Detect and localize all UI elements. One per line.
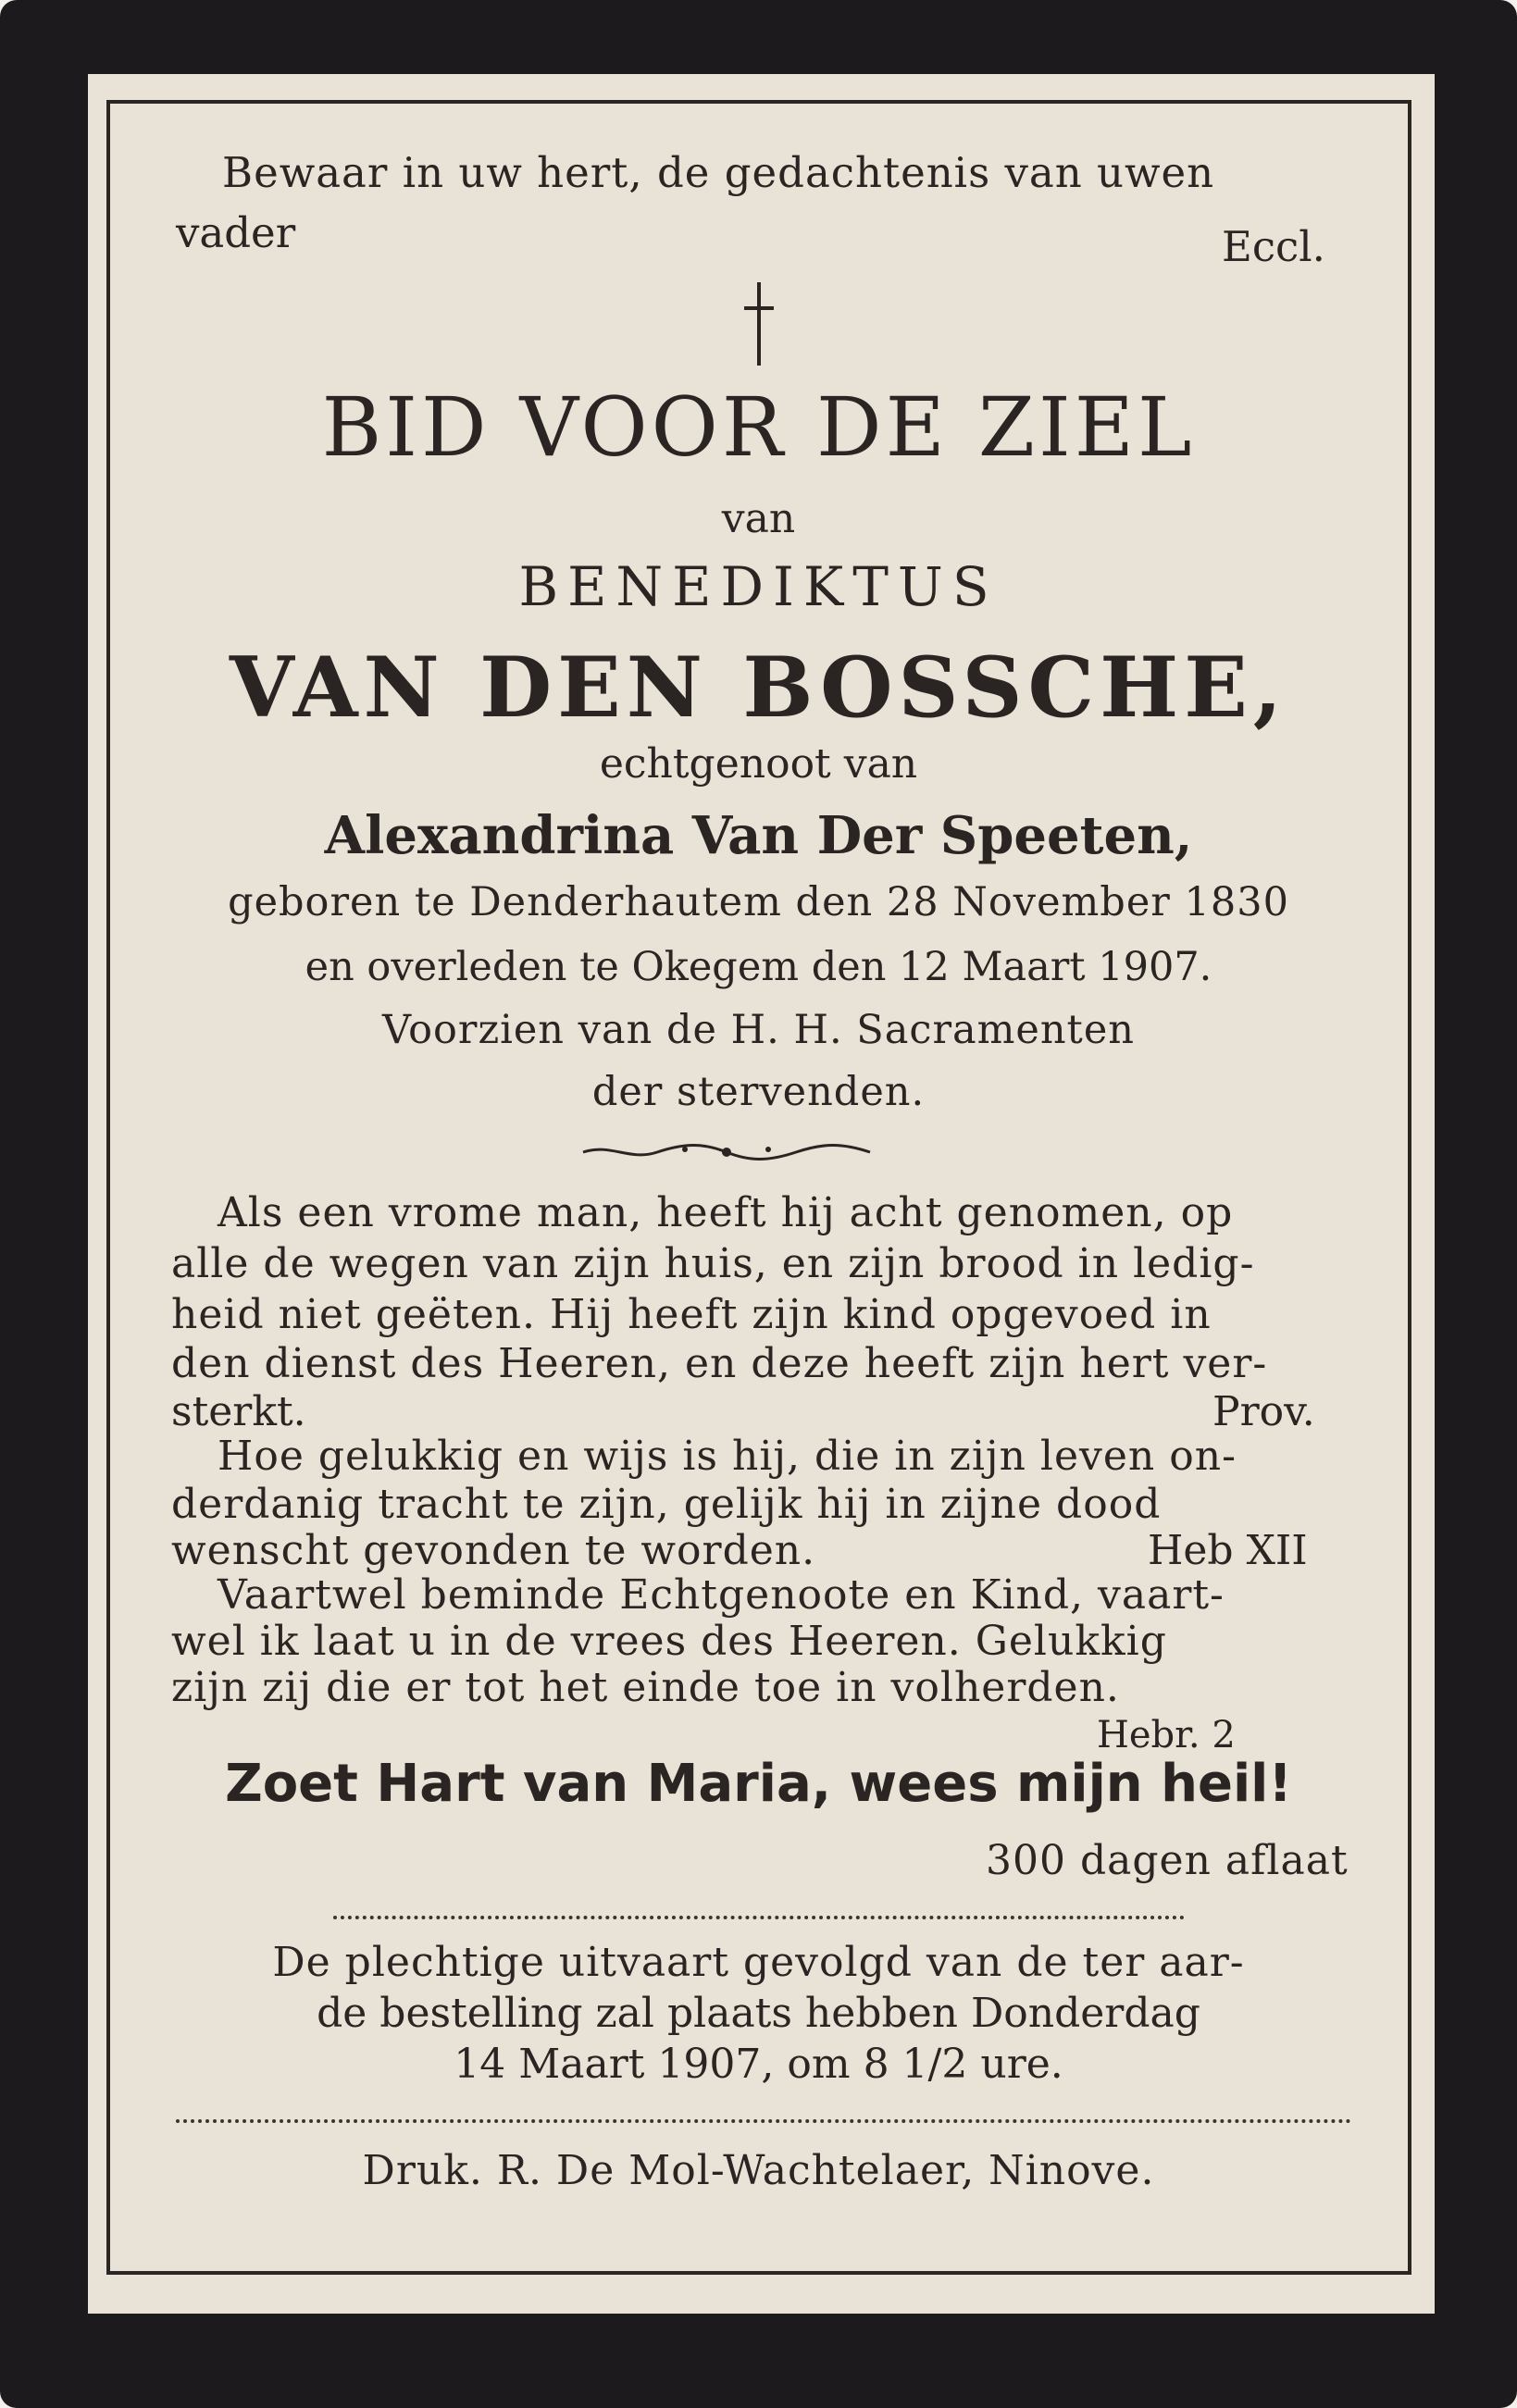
verse-line-1: Bewaar in uw hert, de gedachtenis van uwen <box>222 148 1215 197</box>
funeral-line-3: 14 Maart 1907, om 8 1/2 ure. <box>454 2041 1063 2088</box>
sacraments-line-2: der stervenden. <box>591 1069 926 1115</box>
indulgence-note: 300 dagen aflaat <box>986 1837 1349 1884</box>
ornament-divider-icon <box>574 1138 879 1166</box>
cross-icon <box>752 282 766 366</box>
body-line-11: zijn zij die er tot het einde toe in volherden. <box>171 1664 1120 1711</box>
body-line-9: Vaartwel beminde Echtgenoote en Kind, vaart- <box>218 1571 1225 1619</box>
funeral-line-2: de bestelling zal plaats hebben Donderdag <box>317 1990 1200 2037</box>
body-line-1: Als een vrome man, heeft hij acht genomen, op <box>218 1189 1234 1236</box>
body-line-8: wenscht gevonden te worden. <box>171 1527 816 1574</box>
deceased-last-name: VAN DEN BOSSCHE, <box>229 639 1288 737</box>
body-line-5: sterkt. <box>171 1388 306 1435</box>
printer-imprint: Druk. R. De Mol-Wachtelaer, Ninove. <box>362 2147 1155 2194</box>
body-line-7: derdanig tracht te zijn, gelijk hij in zijne dood <box>171 1481 1162 1528</box>
body-line-6: Hoe gelukkig en wijs is hij, die in zijn leven on- <box>218 1433 1237 1480</box>
spouse-name: Alexandrina Van Der Speeten, <box>324 805 1193 866</box>
prayer-heading: BID VOOR DE ZIEL <box>321 379 1196 475</box>
body-line-3: heid niet geëten. Hij heeft zijn kind opgevoed in <box>171 1291 1212 1338</box>
funeral-line-1: De plechtige uitvaart gevolgd van de ter aar- <box>272 1939 1245 1986</box>
verse-line-2-left: vader <box>176 208 296 257</box>
deceased-first-name: BENEDIKTUS <box>518 555 999 618</box>
body-line-4: den dienst des Heeren, en deze heeft zijn hert ver- <box>171 1340 1268 1387</box>
sacraments-line-1: Voorzien van de H. H. Sacramenten <box>382 1007 1135 1053</box>
heading-van: van <box>721 495 796 542</box>
dotted-divider-2 <box>176 2119 1351 2123</box>
reference-prov: Prov. <box>1212 1388 1315 1435</box>
body-line-10: wel ik laat u in de vrees des Heeren. Gelukkig <box>171 1618 1167 1665</box>
reference-heb-xii: Heb XII <box>1148 1527 1308 1574</box>
death-date: en overleden te Okegem den 12 Maart 1907. <box>305 944 1212 990</box>
birth-date: geboren te Denderhautem den 28 November 1830 <box>228 879 1289 925</box>
body-line-2: alle de wegen van zijn huis, en zijn brood in ledig- <box>171 1240 1255 1287</box>
prayer-line: Zoet Hart van Maria, wees mijn heil! <box>225 1754 1292 1814</box>
verse-reference: Eccl. <box>1222 222 1325 271</box>
spouse-label: echtgenoot van <box>599 740 918 788</box>
reference-hebr-2: Hebr. 2 <box>1097 1714 1236 1756</box>
dotted-divider-1 <box>333 1916 1185 1919</box>
